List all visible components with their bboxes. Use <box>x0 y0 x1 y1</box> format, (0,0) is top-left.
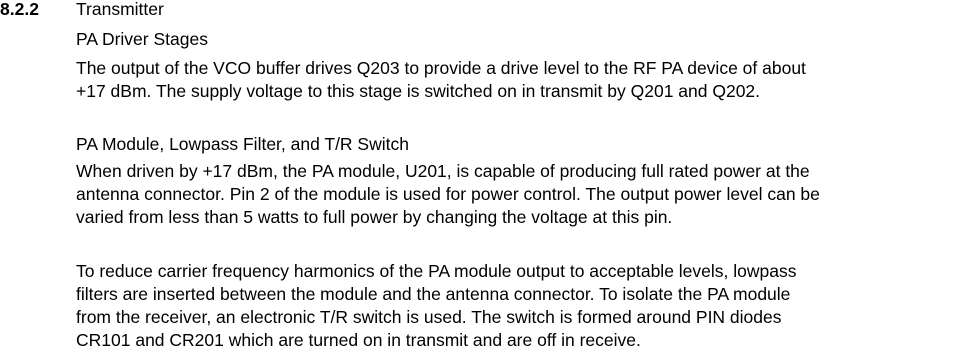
section-heading <box>0 0 164 21</box>
section-title: Transmitter <box>76 0 164 19</box>
pa-module-p2-line-1: To reduce carrier frequency harmonics of the PA module output to acceptable levels, lowpass <box>76 261 797 281</box>
pa-module-p1-line-3: varied from less than 5 watts to full power by changing the voltage at this pin. <box>76 207 673 227</box>
pa-module-p1-line-1: When driven by +17 dBm, the PA module, U201, is capable of producing full rated power at the <box>76 161 810 181</box>
pa-module-p1-line-2: antenna connector. Pin 2 of the module is used for power control. The output power level can be <box>76 184 820 204</box>
pa-module-p2-line-3: from the receiver, an electronic T/R switch is used. The switch is formed around PIN diodes <box>76 307 782 327</box>
pa-driver-line-2: +17 dBm. The supply voltage to this stage is switched on in transmit by Q201 and Q202. <box>76 81 761 101</box>
section-number: 8.2.2 <box>0 0 39 19</box>
pa-module-p2-line-4: CR101 and CR201 which are turned on in transmit and are off in receive. <box>76 330 641 350</box>
pa-driver-heading: PA Driver Stages <box>76 29 208 49</box>
pa-module-p2-line-2: filters are inserted between the module and the antenna connector. To isolate the PA module <box>76 284 791 304</box>
pa-driver-line-1: The output of the VCO buffer drives Q203 to provide a drive level to the RF PA device of about <box>76 58 806 78</box>
pa-module-heading: PA Module, Lowpass Filter, and T/R Switch <box>76 134 409 154</box>
